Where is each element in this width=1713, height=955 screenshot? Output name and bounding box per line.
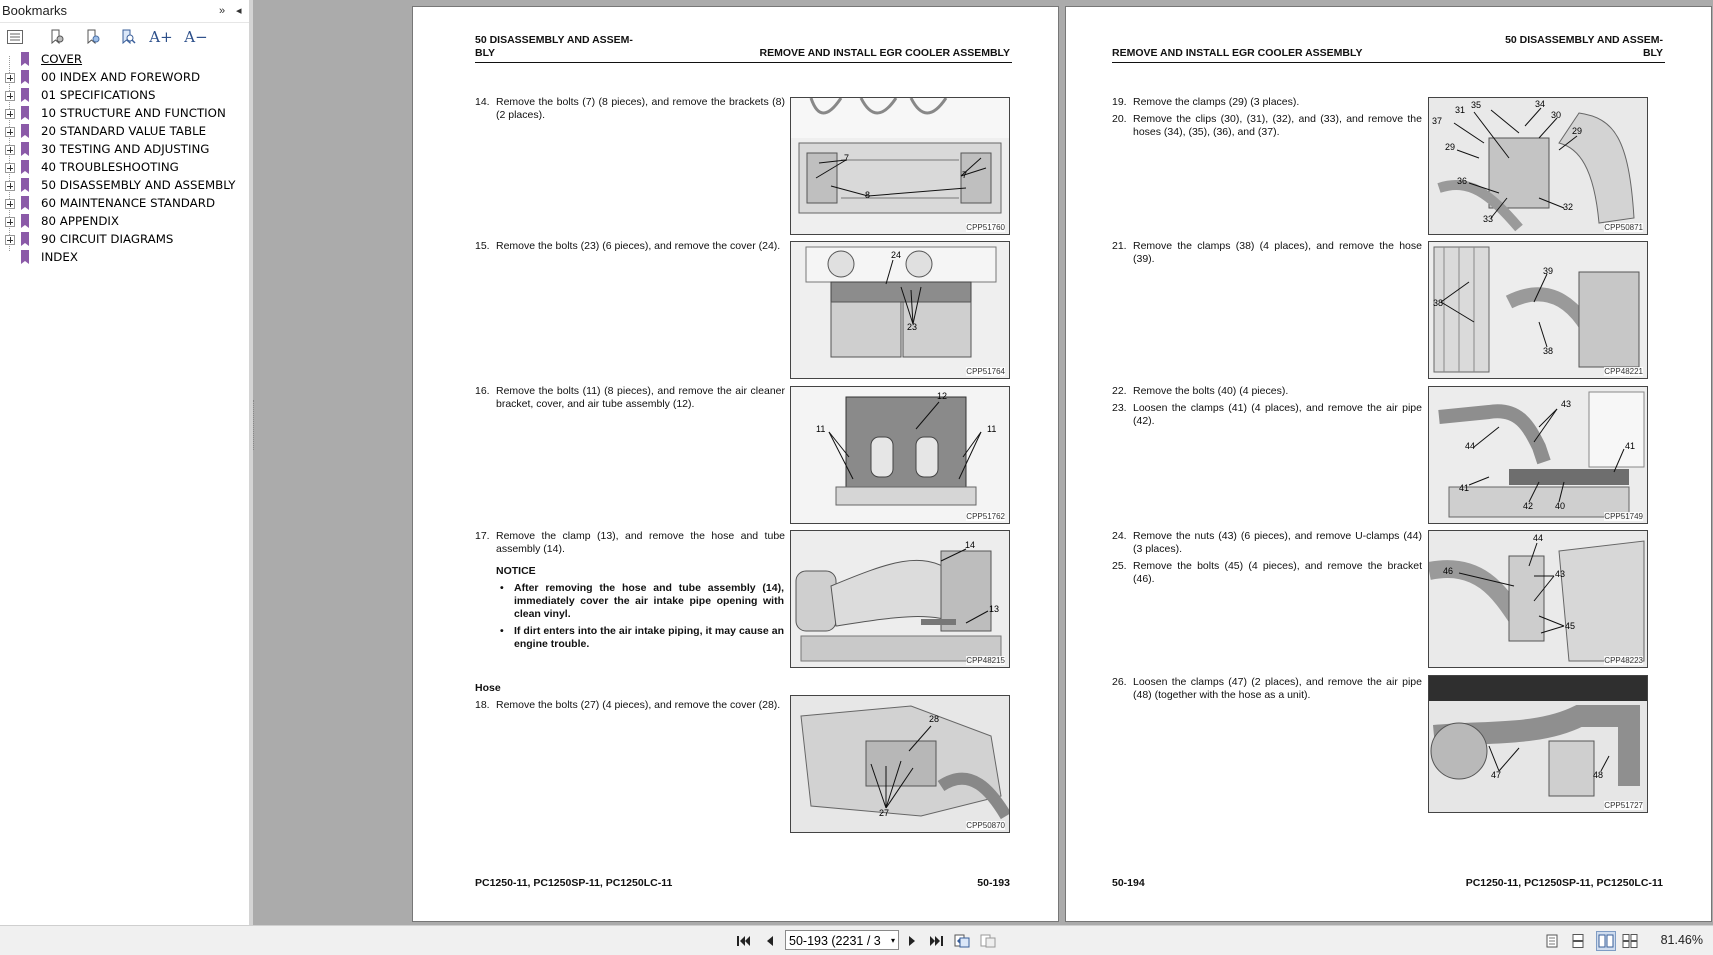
callout-label: 48 — [1593, 770, 1604, 780]
callout-label: 39 — [1543, 266, 1554, 276]
expand-plus-icon[interactable] — [5, 235, 15, 245]
previous-view-icon[interactable] — [954, 933, 970, 949]
next-view-icon[interactable] — [980, 933, 996, 949]
facing-view-icon[interactable] — [1596, 931, 1616, 951]
bookmark-label: 60 MAINTENANCE STANDARD — [41, 196, 216, 210]
bookmark-list — [0, 50, 249, 266]
step-number: 22. — [1112, 385, 1127, 397]
bookmark-label: 90 CIRCUIT DIAGRAMS — [41, 232, 174, 246]
figure-drawing — [1429, 387, 1647, 523]
callout-label: 37 — [1432, 116, 1443, 126]
header-rule — [475, 62, 1012, 63]
bookmarks-header — [0, 0, 249, 23]
figure-code: CPP51727 — [1604, 801, 1643, 810]
step-text: Loosen the clamps (47) (2 places), and remove the air pipe (48) (together with the hose as a unit). — [1133, 676, 1422, 701]
step-text: Remove the clamps (38) (4 places), and remove the hose (39). — [1133, 240, 1422, 265]
find-bookmark-icon[interactable] — [118, 27, 138, 47]
callout-label: 45 — [1565, 621, 1576, 631]
callout-label: 40 — [1555, 501, 1566, 511]
enlarge-text-icon[interactable]: A+ — [149, 28, 173, 46]
callout-label: 14 — [965, 540, 976, 550]
bookmark-label: 01 SPECIFICATIONS — [41, 88, 156, 102]
step-number: 26. — [1112, 676, 1127, 688]
callout-label: 44 — [1533, 533, 1544, 543]
hide-panel-icon[interactable]: ◂ — [236, 5, 242, 17]
step-number: 21. — [1112, 240, 1127, 252]
bookmark-item[interactable] — [0, 158, 249, 176]
bookmark-label: COVER — [41, 52, 83, 66]
chevron-down-icon[interactable]: ▾ — [890, 936, 895, 945]
figure-code: CPP48223 — [1604, 656, 1643, 665]
figure-cpp48215 — [790, 530, 1010, 668]
step-number: 15. — [475, 240, 490, 252]
callout-label: 11 — [987, 424, 997, 434]
callout-label: 34 — [1535, 99, 1546, 109]
footer-page-number: 50-194 — [1112, 877, 1145, 889]
section-header-line2: BLY — [1642, 47, 1663, 59]
bookmark-options-icon[interactable] — [5, 27, 25, 47]
expand-plus-icon[interactable] — [5, 127, 15, 137]
step-text: Remove the bolts (45) (4 pieces), and remove the bracket (46). — [1133, 560, 1422, 585]
last-page-icon[interactable] — [928, 933, 944, 949]
figure-cpp51764 — [790, 241, 1010, 379]
splitter-grip[interactable] — [253, 400, 257, 450]
continuous-view-icon[interactable] — [1570, 933, 1586, 949]
callout-label: 32 — [1563, 202, 1574, 212]
figure-drawing — [791, 98, 1009, 234]
callout-label: 13 — [989, 604, 1000, 614]
previous-page-icon[interactable] — [762, 933, 778, 949]
figure-drawing — [1429, 531, 1647, 667]
notice-bullet: • After removing the hose and tube assembly (14), immediately cover the air intake pipe opening with clean vinyl. — [514, 582, 784, 621]
expand-plus-icon[interactable] — [5, 199, 15, 209]
step-text: Remove the clamps (29) (3 places). — [1133, 96, 1300, 108]
new-bookmark-icon[interactable] — [83, 27, 103, 47]
step-text: Remove the bolts (40) (4 pieces). — [1133, 385, 1289, 397]
callout-label: 35 — [1471, 100, 1482, 110]
step-text: Remove the bolts (27) (4 pieces), and remove the cover (28). — [496, 699, 781, 711]
bookmark-item[interactable] — [0, 122, 249, 140]
callout-label: 28 — [929, 714, 940, 724]
step-text: Remove the nuts (43) (6 pieces), and remove U-clamps (44) (3 places). — [1133, 530, 1422, 555]
expand-plus-icon[interactable] — [5, 163, 15, 173]
figure-drawing — [791, 242, 1009, 378]
callout-label: 11 — [816, 424, 826, 434]
step-number: 16. — [475, 385, 490, 397]
step-text: Remove the bolts (7) (8 pieces), and remove the brackets (8) (2 places). — [496, 96, 785, 121]
figure-drawing — [1429, 98, 1647, 234]
footer-model: PC1250-11, PC1250SP-11, PC1250LC-11 — [475, 877, 673, 889]
page-title: REMOVE AND INSTALL EGR COOLER ASSEMBLY — [759, 47, 1010, 59]
figure-code: CPP50871 — [1604, 223, 1643, 232]
first-page-icon[interactable] — [736, 933, 752, 949]
expand-bookmark-icon[interactable] — [47, 27, 67, 47]
callout-label: 38 — [1433, 298, 1444, 308]
bookmark-item[interactable] — [0, 230, 249, 248]
document-page-left — [412, 6, 1059, 922]
footer-page-number: 50-193 — [977, 877, 1010, 889]
options-double-arrow-icon[interactable]: » — [219, 5, 226, 17]
bookmark-item[interactable] — [0, 176, 249, 194]
callout-label: 46 — [1443, 566, 1454, 576]
callout-label: 41 — [1625, 441, 1636, 451]
figure-cpp51749 — [1428, 386, 1648, 524]
figure-drawing — [791, 696, 1009, 832]
expand-plus-icon[interactable] — [5, 145, 15, 155]
step-number: 17. — [475, 530, 490, 542]
bookmark-item[interactable] — [0, 248, 249, 266]
bookmark-item[interactable] — [0, 68, 249, 86]
step-text: Remove the clamp (13), and remove the hose and tube assembly (14). — [496, 530, 785, 555]
page-number-field[interactable] — [785, 930, 899, 950]
step-number: 24. — [1112, 530, 1127, 542]
bookmark-item[interactable] — [0, 140, 249, 158]
callout-label: 30 — [1551, 110, 1562, 120]
callout-label: 42 — [1523, 501, 1534, 511]
callout-label: 36 — [1457, 176, 1468, 186]
bookmark-flag-icon — [20, 178, 30, 195]
callout-label: 27 — [879, 808, 890, 818]
figure-cpp51727 — [1428, 675, 1648, 813]
figure-code: CPP51762 — [966, 512, 1005, 521]
reduce-text-icon[interactable]: A− — [184, 28, 208, 46]
bookmarks-toolbar — [0, 23, 249, 51]
step-text: Remove the bolts (23) (6 pieces), and remove the cover (24). — [496, 240, 781, 252]
figure-code: CPP48215 — [966, 656, 1005, 665]
figure-cpp48223 — [1428, 530, 1648, 668]
step-text: Remove the clips (30), (31), (32), and (33), and remove the hoses (34), (35), (36), and (37). — [1133, 113, 1422, 138]
figure-cpp50870 — [790, 695, 1010, 833]
status-bar — [0, 925, 1713, 955]
callout-label: 43 — [1561, 399, 1572, 409]
bookmark-label: 40 TROUBLESHOOTING — [41, 160, 179, 174]
bookmarks-panel — [0, 0, 250, 925]
callout-label: 47 — [1491, 770, 1502, 780]
bookmark-label: 50 DISASSEMBLY AND ASSEMBLY — [41, 178, 236, 192]
figure-code: CPP48221 — [1604, 367, 1643, 376]
bookmark-item[interactable] — [0, 104, 249, 122]
bookmark-flag-icon — [20, 196, 30, 213]
single-page-view-icon[interactable] — [1544, 933, 1560, 949]
header-rule — [1112, 62, 1665, 63]
figure-cpp51760 — [790, 97, 1010, 235]
bookmark-flag-icon — [20, 124, 30, 141]
notice-title: NOTICE — [496, 565, 536, 577]
figure-drawing — [791, 387, 1009, 523]
callout-label: 29 — [1445, 142, 1456, 152]
bookmark-flag-icon — [20, 52, 30, 69]
panel-splitter[interactable] — [249, 0, 253, 925]
bookmark-label: 30 TESTING AND ADJUSTING — [41, 142, 210, 156]
bookmark-item[interactable] — [0, 86, 249, 104]
figure-cpp48221 — [1428, 241, 1648, 379]
callout-label: 43 — [1555, 569, 1566, 579]
page-number-value: 50-193 (2231 / 3 — [789, 934, 881, 948]
step-text: Remove the bolts (11) (8 pieces), and remove the air cleaner bracket, cover, and air tube assembly (12). — [496, 385, 785, 410]
step-number: 14. — [475, 96, 490, 108]
bookmark-flag-icon — [20, 142, 30, 159]
figure-cpp50871 — [1428, 97, 1648, 235]
bookmark-flag-icon — [20, 232, 30, 249]
bookmark-label: INDEX — [41, 250, 78, 264]
next-page-icon[interactable] — [904, 933, 920, 949]
figure-drawing — [1429, 242, 1647, 378]
figure-drawing — [1429, 676, 1647, 812]
bookmark-label: 10 STRUCTURE AND FUNCTION — [41, 106, 226, 120]
expand-plus-icon[interactable] — [5, 73, 15, 83]
bookmark-flag-icon — [20, 250, 30, 267]
bookmark-item[interactable] — [0, 194, 249, 212]
subheading-hose: Hose — [475, 682, 501, 694]
continuous-facing-view-icon[interactable] — [1622, 933, 1638, 949]
bookmark-label: 20 STANDARD VALUE TABLE — [41, 124, 207, 138]
expand-plus-icon[interactable] — [5, 109, 15, 119]
callout-label: 38 — [1543, 346, 1554, 356]
bookmark-item[interactable] — [0, 212, 249, 230]
bookmark-flag-icon — [20, 70, 30, 87]
callout-label: 24 — [891, 250, 902, 260]
figure-code: CPP51749 — [1604, 512, 1643, 521]
step-number: 19. — [1112, 96, 1127, 108]
section-header-line1: 50 DISASSEMBLY AND ASSEM- — [475, 34, 633, 46]
footer-model: PC1250-11, PC1250SP-11, PC1250LC-11 — [1465, 877, 1663, 889]
document-page-right — [1065, 6, 1712, 922]
bookmark-label: 00 INDEX AND FOREWORD — [41, 70, 201, 84]
callout-label: 41 — [1459, 483, 1470, 493]
expand-plus-icon[interactable] — [5, 181, 15, 191]
bookmark-flag-icon — [20, 160, 30, 177]
callout-label: 23 — [907, 322, 918, 332]
bookmark-flag-icon — [20, 106, 30, 123]
callout-label: 44 — [1465, 441, 1476, 451]
section-header-line2: BLY — [475, 47, 496, 59]
figure-code: CPP51764 — [966, 367, 1005, 376]
callout-label: 7 — [962, 170, 968, 180]
bookmark-flag-icon — [20, 214, 30, 231]
bookmark-flag-icon — [20, 88, 30, 105]
step-number: 23. — [1112, 402, 1127, 414]
bookmarks-title: Bookmarks — [2, 3, 68, 18]
section-header-line1: 50 DISASSEMBLY AND ASSEM- — [1505, 34, 1663, 46]
callout-label: 29 — [1572, 126, 1583, 136]
bookmark-item[interactable] — [0, 50, 249, 68]
expand-plus-icon[interactable] — [5, 91, 15, 101]
page-title: REMOVE AND INSTALL EGR COOLER ASSEMBLY — [1112, 47, 1363, 59]
bookmark-label: 80 APPENDIX — [41, 214, 119, 228]
step-text: Loosen the clamps (41) (4 places), and remove the air pipe (42). — [1133, 402, 1422, 427]
figure-cpp51762 — [790, 386, 1010, 524]
callout-label: 7 — [844, 153, 850, 163]
step-number: 25. — [1112, 560, 1127, 572]
callout-label: 12 — [937, 391, 948, 401]
callout-label: 31 — [1455, 105, 1466, 115]
figure-drawing — [791, 531, 1009, 667]
zoom-level[interactable]: 81.46% — [1660, 933, 1703, 947]
callout-label: 33 — [1483, 214, 1494, 224]
step-number: 20. — [1112, 113, 1127, 125]
step-number: 18. — [475, 699, 490, 711]
callout-label: 8 — [865, 190, 871, 200]
figure-code: CPP51760 — [966, 223, 1005, 232]
figure-code: CPP50870 — [966, 821, 1005, 830]
expand-plus-icon[interactable] — [5, 217, 15, 227]
notice-bullet: • If dirt enters into the air intake piping, it may cause an engine trouble. — [514, 625, 784, 651]
